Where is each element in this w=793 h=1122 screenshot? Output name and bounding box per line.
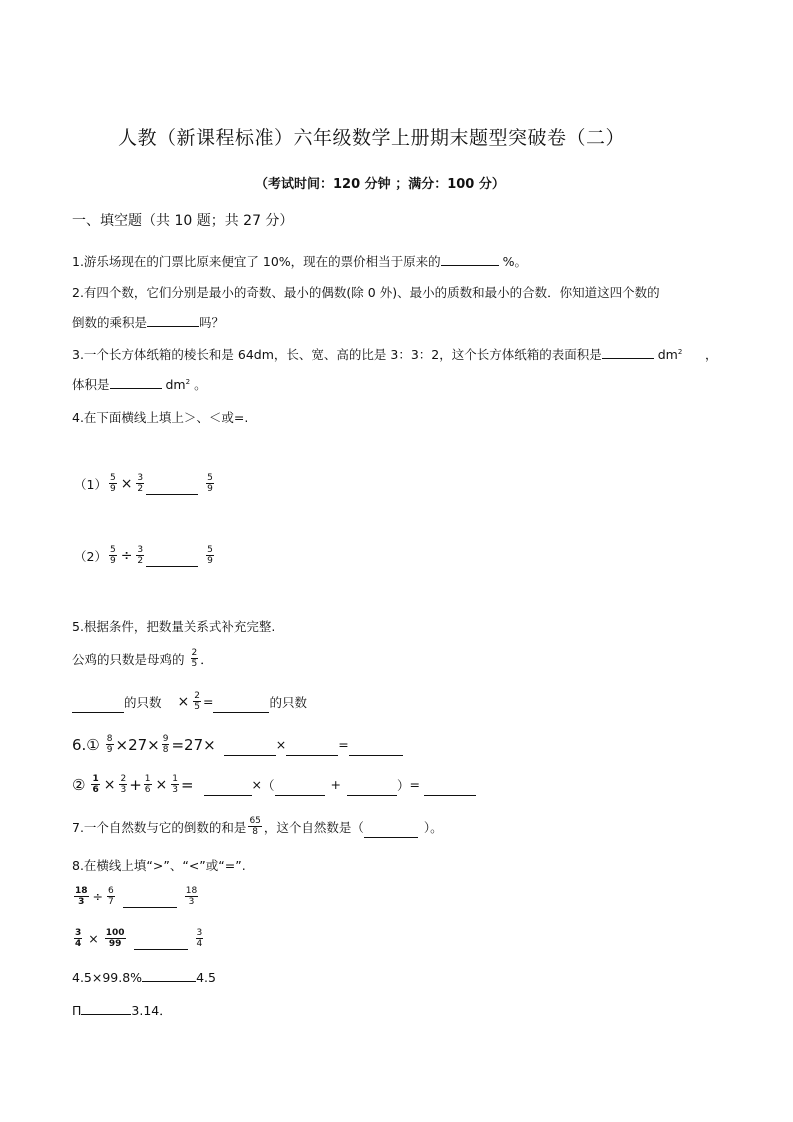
close-paren: ）: [397, 777, 410, 793]
times-sign: ×: [88, 931, 99, 946]
answer-blank[interactable]: [72, 700, 124, 713]
question-3-text-2: 体积是: [72, 377, 110, 392]
question-4-part-1: [74, 472, 216, 495]
answer-blank[interactable]: [349, 743, 403, 756]
times-sign: ×: [177, 693, 190, 710]
question-8-row-2: [72, 927, 205, 950]
times-sign: ×: [251, 777, 263, 792]
fraction: $\frac{5}{9}$: [207, 545, 213, 566]
times-sign: ×: [275, 737, 287, 752]
question-7: [72, 815, 443, 838]
fraction: $\frac{3}{2}$: [137, 473, 144, 494]
answer-blank[interactable]: [275, 783, 325, 796]
divide-sign: ÷: [92, 889, 104, 904]
question-5-text: 5.根据条件，把数量关系式补充完整.: [72, 619, 276, 634]
fraction: $\frac{5}{9}$: [109, 545, 116, 566]
answer-blank[interactable]: [147, 314, 199, 327]
equals-sign: =: [202, 694, 214, 709]
answer-blank[interactable]: [146, 482, 198, 495]
answer-blank[interactable]: [204, 783, 252, 796]
fraction: $\frac{65}{8}$: [249, 816, 261, 837]
open-paren: （: [262, 777, 275, 793]
question-1-suffix: %。: [498, 254, 528, 269]
answer-blank[interactable]: [213, 700, 269, 713]
comparison-left: Π: [72, 1003, 82, 1018]
fraction: $\frac{1}{3}$: [172, 774, 178, 795]
question-6-part-2: [72, 773, 476, 796]
question-2-suffix: 吗？: [199, 315, 225, 330]
exam-info: （考试时间：120 分钟 ；满分：100 分）: [255, 177, 505, 192]
expression: =27×: [171, 735, 216, 754]
answer-blank[interactable]: [364, 825, 418, 838]
equals-sign: =: [180, 775, 194, 794]
question-3-text: 3.一个长方体纸箱的棱长和是 64dm，长、宽、高的比是 3：3：2，这个长方体纸箱的表面积是: [72, 347, 602, 362]
question-8-text: 8.在横线上填“>”、“<”或“=”.: [72, 858, 246, 873]
plus-sign: +: [129, 775, 142, 794]
question-8-row-3: [72, 969, 216, 985]
equals-sign: =: [338, 737, 349, 752]
question-7-text-2: ，这个自然数是（: [263, 819, 364, 835]
answer-blank[interactable]: [134, 937, 188, 950]
question-2-line-2: [72, 313, 224, 331]
answer-blank[interactable]: [81, 1002, 131, 1015]
answer-blank[interactable]: [142, 969, 196, 982]
plus-sign: +: [330, 777, 342, 792]
answer-blank[interactable]: [224, 743, 276, 756]
question-7-text: 7.一个自然数与它的倒数的和是: [72, 819, 247, 835]
fraction: $\frac{1}{6}$: [144, 774, 151, 795]
question-4-text: 4.在下面横线上填上＞、＜或=.: [72, 410, 249, 425]
times-sign: ×: [155, 776, 168, 793]
part-label: ②: [72, 775, 86, 794]
question-1-text: 1.游乐场现在的门票比原来便宜了 10%，现在的票价相当于原来的: [72, 254, 441, 269]
question-2-line-1: 2.有四个数，它们分别是最小的奇数、最小的偶数(除 0 外)、最小的质数和最小的合数．你知道这四个数的: [72, 285, 660, 300]
question-5-condition: [72, 648, 213, 669]
question-8-row-1: [72, 885, 200, 908]
question-6-label: 6.①: [72, 735, 100, 754]
fraction: $\frac{18}{3}$: [75, 886, 88, 907]
expression: ×27×: [115, 735, 160, 754]
fraction: $\frac{5}{9}$: [207, 473, 213, 494]
comparison-left: 4.5×99.8%: [72, 970, 143, 985]
relation-text: 的只数: [269, 694, 307, 710]
equals-sign: =: [409, 777, 421, 792]
answer-blank[interactable]: [424, 783, 476, 796]
answer-blank[interactable]: [146, 554, 198, 567]
answer-blank[interactable]: [110, 376, 162, 389]
fraction: $\frac{2}{3}$: [120, 774, 127, 795]
fraction: $\frac{100}{99}$: [105, 928, 125, 949]
question-5-relation: [72, 690, 307, 713]
period: ．: [200, 651, 213, 667]
page-title: 人教（新课程标准）六年级数学上册期末题型突破卷（二）: [118, 127, 626, 149]
question-1: [72, 252, 527, 270]
comparison-right: 3.14．: [131, 1003, 172, 1018]
part-label: （2）: [74, 548, 107, 564]
fraction: $\frac{8}{9}$: [106, 734, 113, 755]
question-6-part-1: [72, 733, 403, 756]
fraction: $\frac{5}{9}$: [109, 473, 116, 494]
part-label: （1）: [74, 476, 107, 492]
condition-text: 公鸡的只数是母鸡的: [72, 651, 185, 667]
fraction: $\frac{1}{6}$: [92, 774, 99, 795]
relation-text: 的只数: [124, 694, 162, 710]
question-7-suffix: ）。: [423, 819, 443, 835]
unit: dm: [165, 377, 186, 392]
question-3-comma: ，: [705, 347, 718, 362]
fraction: $\frac{2}{5}$: [191, 648, 198, 669]
fraction: $\frac{9}{8}$: [162, 734, 169, 755]
fraction: $\frac{18}{3}$: [185, 886, 198, 907]
answer-blank[interactable]: [123, 895, 177, 908]
fraction: $\frac{3}{4}$: [196, 928, 203, 949]
answer-blank[interactable]: [602, 346, 654, 359]
question-2-text: 倒数的乘积是: [72, 315, 148, 330]
comparison-right: 4.5: [196, 970, 216, 985]
divide-sign: ÷: [120, 547, 133, 564]
answer-blank[interactable]: [286, 743, 338, 756]
times-sign: ×: [120, 475, 133, 492]
answer-blank[interactable]: [441, 253, 499, 266]
fraction: $\frac{3}{4}$: [75, 928, 82, 949]
unit: dm: [657, 347, 678, 362]
fraction: $\frac{6}{7}$: [108, 886, 114, 907]
unit-exponent: 2: [677, 347, 683, 356]
fraction: $\frac{3}{2}$: [137, 545, 144, 566]
question-8-row-4: [72, 1001, 172, 1019]
section-heading: 一、填空题（共 10 题；共 27 分）: [72, 213, 294, 229]
answer-blank[interactable]: [347, 783, 397, 796]
question-4-part-2: [74, 544, 216, 567]
question-3-line-1: [72, 345, 682, 363]
fraction: $\frac{2}{5}$: [194, 691, 200, 712]
period: 。: [194, 377, 207, 392]
question-3-line-2: [72, 375, 207, 393]
times-sign: ×: [103, 776, 116, 793]
unit-exponent: 2: [185, 377, 191, 386]
